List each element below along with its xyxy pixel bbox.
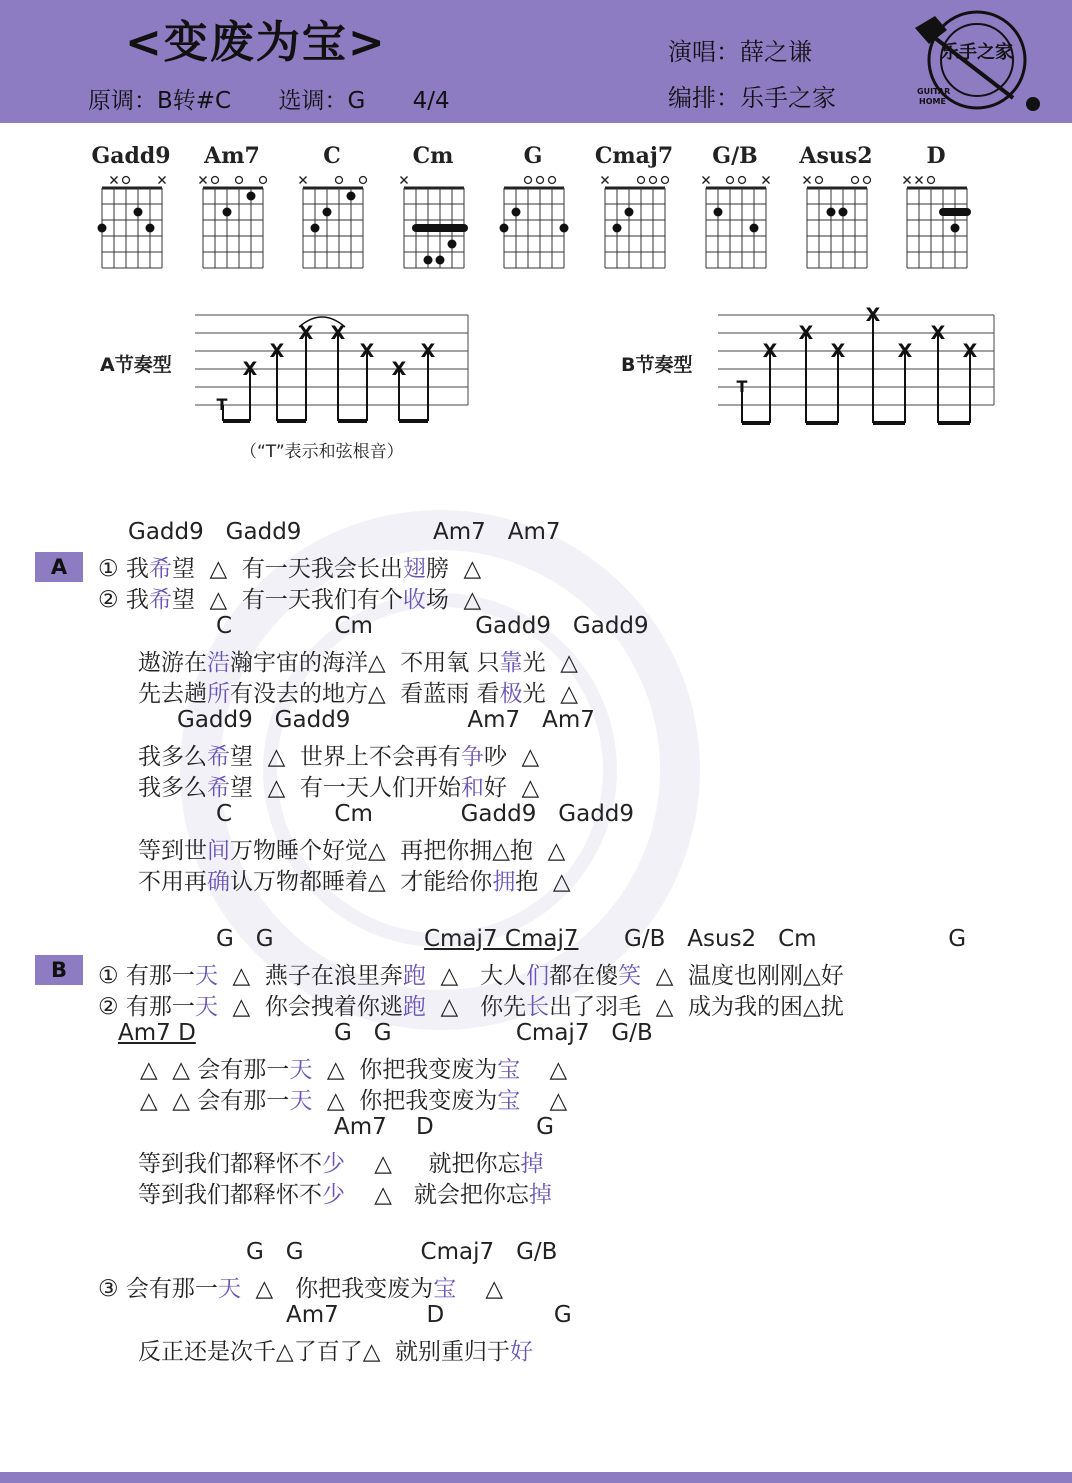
- open-string-mark: [236, 177, 243, 184]
- open-string-mark: [727, 177, 734, 184]
- open-string-mark: [816, 177, 823, 184]
- finger-dot: [560, 224, 569, 233]
- open-string-mark: [864, 177, 871, 184]
- open-string-mark: [739, 177, 746, 184]
- finger-dot: [448, 240, 457, 249]
- chord-name-c: C: [323, 143, 341, 169]
- finger-dot: [951, 224, 960, 233]
- lyric-line: △ △ 会有那一天 △ 你把我变废为宝 △: [140, 1057, 568, 1083]
- chord-line: Am7 D G: [286, 1302, 572, 1328]
- finger-dot: [625, 208, 634, 217]
- time-signature: 4/4: [412, 88, 450, 114]
- open-string-mark: [638, 177, 645, 184]
- rhythm-b-x3: X: [830, 340, 846, 362]
- rhythm-a-x6: X: [391, 358, 407, 380]
- lyric-line: △ △ 会有那一天 △ 你把我变废为宝 △: [140, 1088, 568, 1114]
- finger-dot: [424, 256, 433, 265]
- finger-dot: [323, 208, 332, 217]
- rhythm-b-root: T: [736, 377, 748, 396]
- chord-diagram-c: [296, 168, 370, 272]
- section-b-badge: B: [35, 955, 83, 985]
- rhythm-a-staff: [195, 305, 475, 430]
- rhythm-b-x7: X: [962, 340, 978, 362]
- finger-dot: [247, 192, 256, 201]
- rhythm-b-x4: X: [865, 305, 881, 326]
- rhythm-a-x4: X: [330, 322, 346, 344]
- chord-name-g: G: [523, 143, 543, 169]
- chord-line: G G Cmaj7 G/B: [246, 1239, 558, 1265]
- finger-dot: [827, 208, 836, 217]
- open-string-mark: [260, 177, 267, 184]
- chord-name-gadd9: Gadd9: [91, 143, 171, 169]
- finger-dot: [98, 224, 107, 233]
- rhythm-a-x3: X: [298, 322, 314, 344]
- open-string-mark: [662, 177, 669, 184]
- chord-name-gb: G/B: [712, 143, 758, 169]
- chord-line-underlined: Am7 D: [118, 1020, 196, 1046]
- rhythm-a-x5: X: [359, 340, 375, 362]
- chord-line: C Cm Gadd9 Gadd9: [216, 801, 635, 827]
- chord-diagram-gadd9: [95, 168, 169, 272]
- lyric-line: 先去趟所有没去的地方△ 看蓝雨 看极光 △: [138, 681, 578, 707]
- chord-diagram-cmaj7: [598, 168, 672, 272]
- rhythm-a-x7: X: [420, 340, 436, 362]
- logo-text-en-1: GUITAR: [917, 87, 951, 96]
- open-string-mark: [336, 177, 343, 184]
- open-string-mark: [650, 177, 657, 184]
- rhythm-note: （“T”表示和弦根音）: [240, 442, 404, 462]
- chord-name-d: D: [926, 143, 946, 169]
- open-string-mark: [537, 177, 544, 184]
- guitar-home-logo: [895, 8, 1055, 118]
- logo-text-en-2: HOME: [919, 97, 946, 106]
- arranger: 编排：乐手之家: [668, 84, 836, 112]
- finger-dot: [436, 256, 445, 265]
- chord-name-am7: Am7: [204, 143, 260, 169]
- rhythm-b-x2: X: [798, 322, 814, 344]
- chord-name-cm: Cm: [412, 143, 454, 169]
- lyric-line: ③ 会有那一天 △ 你把我变废为宝 △: [98, 1276, 504, 1302]
- open-string-mark: [928, 177, 935, 184]
- chord-line: Am7 D G: [334, 1114, 554, 1140]
- key-info: [88, 82, 490, 115]
- rhythm-a-x2: X: [269, 340, 285, 362]
- finger-dot: [311, 224, 320, 233]
- open-string-mark: [525, 177, 532, 184]
- singer: 演唱：薛之谦: [668, 38, 812, 66]
- chord-diagram-cm: [397, 168, 471, 272]
- rhythm-a-label: A节奏型: [100, 354, 172, 376]
- open-string-mark: [212, 177, 219, 184]
- chord-diagram-am7: [196, 168, 270, 272]
- lyric-line: 反正还是次千△了百了△ 就别重归于好: [138, 1339, 533, 1365]
- open-string-mark: [360, 177, 367, 184]
- lyric-line: ① 有那一天 △ 燕子在浪里奔跑 △ 大人们都在傻笑 △ 温度也刚刚△好: [98, 963, 844, 989]
- rhythm-b-x1: X: [762, 340, 778, 362]
- rhythm-b-label: B节奏型: [621, 354, 693, 376]
- lyric-line: 等到世间万物睡个好觉△ 再把你拥△抱 △: [138, 838, 566, 864]
- finger-dot: [146, 224, 155, 233]
- rhythm-b-x6: X: [930, 322, 946, 344]
- chord-line: G G: [216, 926, 274, 952]
- logo-text-cn: 乐手之家: [941, 42, 1013, 63]
- chord-diagram-asus2: [800, 168, 874, 272]
- chord-name-asus2: Asus2: [799, 143, 873, 169]
- original-key: 原调：B转#C: [88, 88, 232, 114]
- song-title: <变废为宝>: [125, 17, 387, 68]
- finger-dot: [750, 224, 759, 233]
- finger-dot: [223, 208, 232, 217]
- chord-line-underlined: Cmaj7 Cmaj7: [424, 926, 579, 952]
- rhythm-b-x5: X: [897, 340, 913, 362]
- chord-name-cmaj7: Cmaj7: [594, 143, 674, 169]
- finger-dot: [714, 208, 723, 217]
- chord-diagram-d: [900, 168, 974, 272]
- chord-diagram-g: [497, 168, 571, 272]
- open-string-mark: [852, 177, 859, 184]
- lyric-line: 等到我们都释怀不少 △ 就会把你忘掉: [138, 1182, 552, 1208]
- footer-band: [0, 1472, 1072, 1483]
- lyric-line: ② 我希望 △ 有一天我们有个收场 △: [98, 587, 482, 613]
- finger-dot: [347, 192, 356, 201]
- chord-line: G G Cmaj7 G/B: [334, 1020, 653, 1046]
- finger-dot: [500, 224, 509, 233]
- finger-dot: [839, 208, 848, 217]
- rhythm-b-staff: [718, 305, 1000, 430]
- lyric-line: 我多么希望 △ 世界上不会再有争吵 △: [138, 744, 540, 770]
- open-string-mark: [123, 177, 130, 184]
- finger-dot: [613, 224, 622, 233]
- chosen-key: 选调：G: [278, 88, 366, 114]
- lyric-line: 等到我们都释怀不少 △ 就把你忘掉: [138, 1151, 544, 1177]
- header-band: [0, 0, 1072, 123]
- lyric-line: 不用再确认万物都睡着△ 才能给你拥抱 △: [138, 869, 571, 895]
- lyric-line: 遨游在浩瀚宇宙的海洋△ 不用氧 只靠光 △: [138, 650, 578, 676]
- chord-diagram-gb: [699, 168, 773, 272]
- chord-line: Gadd9 Gadd9 Am7 Am7: [128, 519, 561, 545]
- rhythm-a-root: T: [216, 395, 228, 414]
- lyric-line: 我多么希望 △ 有一天人们开始和好 △: [138, 775, 540, 801]
- open-string-mark: [549, 177, 556, 184]
- chord-line: C Cm Gadd9 Gadd9: [216, 613, 649, 639]
- rhythm-a-x1: X: [242, 358, 258, 380]
- finger-dot: [512, 208, 521, 217]
- chord-line: Gadd9 Gadd9 Am7 Am7: [177, 707, 595, 733]
- section-a-badge: A: [35, 552, 83, 582]
- lyric-line: ① 我希望 △ 有一天我会长出翅膀 △: [98, 556, 482, 582]
- chord-line: G/B Asus2 Cm G: [624, 926, 967, 952]
- finger-dot: [134, 208, 143, 217]
- lyric-line: ② 有那一天 △ 你会拽着你逃跑 △ 你先长出了羽毛 △ 成为我的困△扰: [98, 994, 844, 1020]
